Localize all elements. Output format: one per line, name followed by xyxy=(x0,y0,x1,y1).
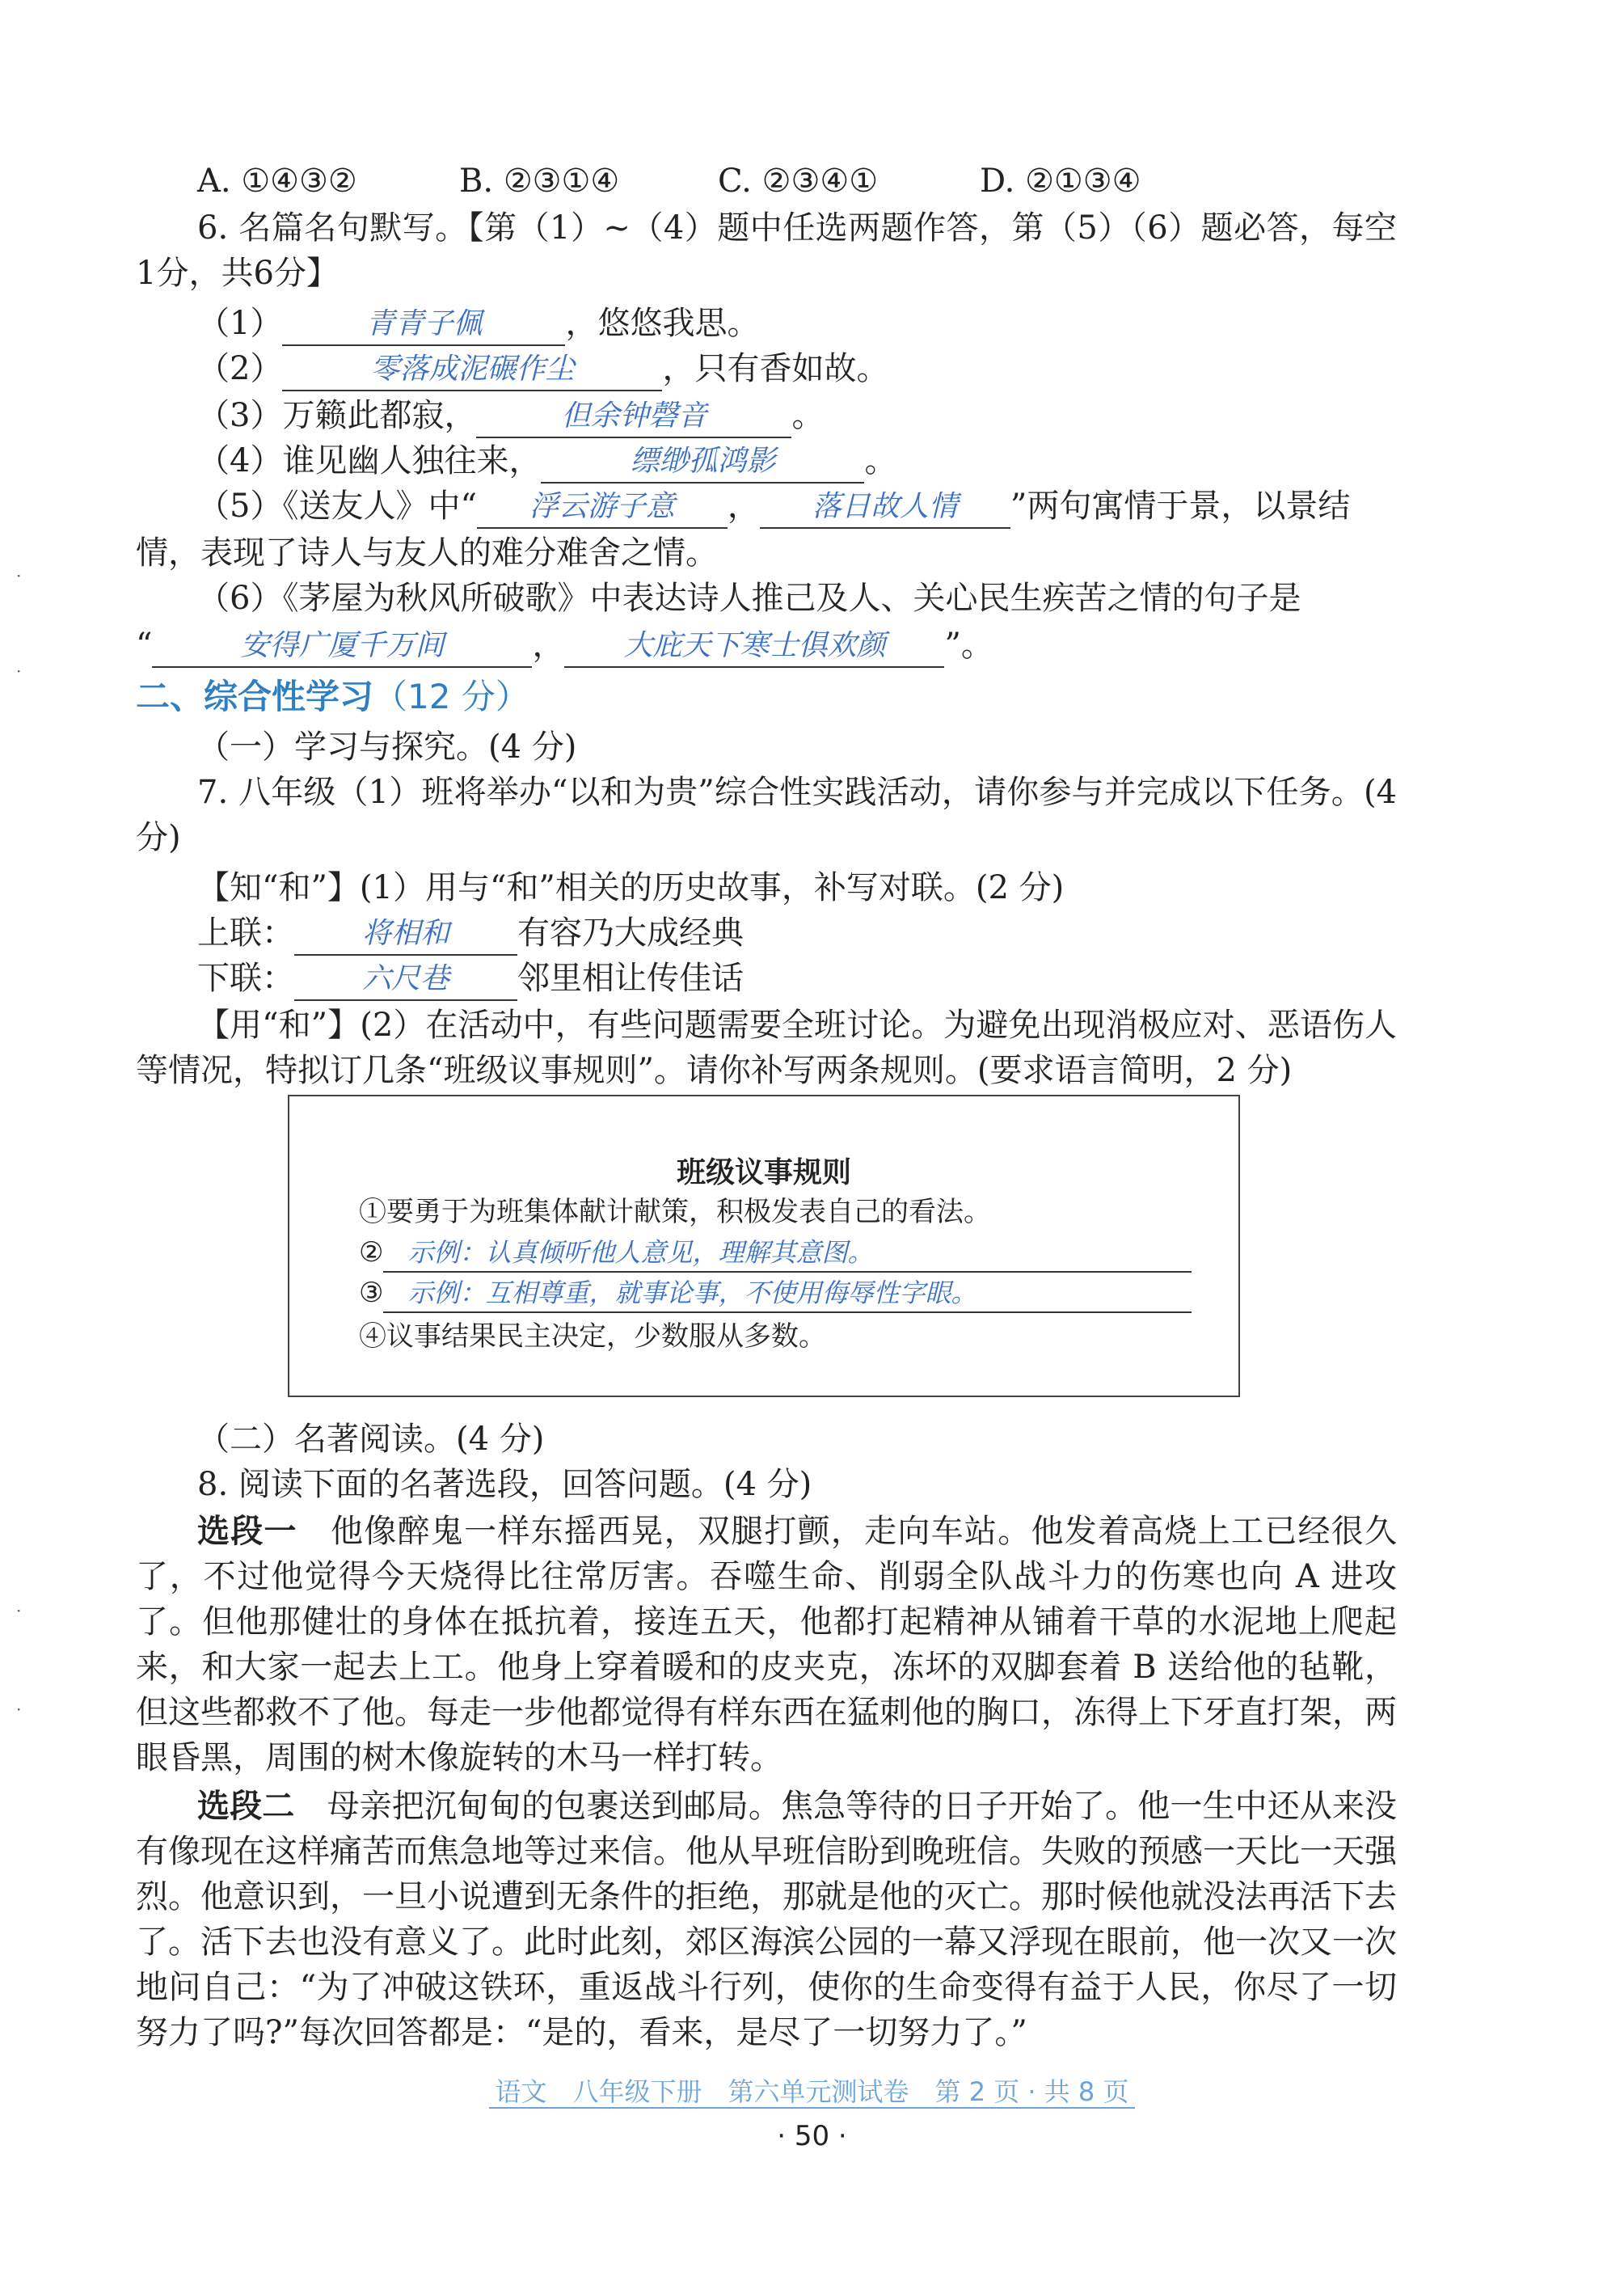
answer-text: 浮云游子意 xyxy=(477,487,728,529)
answer-text: 但余钟磬音 xyxy=(476,396,791,438)
option-d: D. ②①③④ xyxy=(980,163,1141,200)
answer-text: 缥缈孤鸿影 xyxy=(541,441,864,484)
q6-item-5-cont: 情，表现了诗人与友人的难分难舍之情。 xyxy=(136,534,718,572)
option-c: C. ②③④① xyxy=(718,163,879,200)
answer-text: 大庇天下寒士俱欢颜 xyxy=(564,626,944,668)
couplet-lower: 下联： 六尺巷 邻里相让传佳话 xyxy=(197,956,744,1001)
margin-mark: · xyxy=(16,566,22,585)
q7-stem: 7. 八年级（1）班将举办“以和为贵”综合性实践活动，请你参与并完成以下任务。(4 分) xyxy=(136,774,1397,856)
margin-mark: · xyxy=(16,1601,22,1620)
rules-title: 班级议事规则 xyxy=(676,1156,851,1189)
answer-text: 青青子佩 xyxy=(282,304,565,346)
answer-text: 示例：认真倾听他人意见，理解其意图。 xyxy=(383,1234,1192,1273)
part-2-title: （二）名著阅读。(4 分) xyxy=(197,1421,545,1458)
rule-4: ④议事结果民主决定，少数服从多数。 xyxy=(359,1320,826,1353)
q7-know: 【知“和”】(1）用与“和”相关的历史故事，补写对联。(2 分) xyxy=(197,869,1065,906)
margin-mark: · xyxy=(16,1700,22,1719)
rule-2: ② 示例：认真倾听他人意见，理解其意图。 xyxy=(359,1234,1192,1273)
q6-item-3: （3）万籁此都寂， 但余钟磬音 。 xyxy=(197,393,824,438)
answer-text: 落日故人情 xyxy=(760,487,1010,529)
answer-text: 六尺巷 xyxy=(294,959,517,1001)
section-heading: 二、综合性学习（12 分） xyxy=(136,677,529,716)
excerpt-label: 选段一 xyxy=(197,1513,297,1550)
page-number: · 50 · xyxy=(777,2120,847,2152)
page-footer: 语文 八年级下册 第六单元测试卷 第 2 页 · 共 8 页 xyxy=(0,2071,1624,2109)
answer-text: 零落成泥碾作尘 xyxy=(282,349,662,391)
q6-item-6: （6）《茅屋为秋风所破歌》中表达诗人推己及人、关心民生疾苦之情的句子是 xyxy=(197,580,1301,617)
q6-item-2: （2） 零落成泥碾作尘 ，只有香如故。 xyxy=(197,346,888,391)
rules-box xyxy=(288,1095,1240,1397)
answer-text: 示例：互相尊重，就事论事，不使用侮辱性字眼。 xyxy=(383,1274,1192,1313)
option-a: A. ①④③② xyxy=(197,163,357,200)
q8-stem: 8. 阅读下面的名著选段，回答问题。(4 分) xyxy=(197,1466,812,1503)
q6-item-6-answers: “ 安得广厦千万间 ， 大庇天下寒士俱欢颜 ”。 xyxy=(136,623,993,668)
answer-text: 安得广厦千万间 xyxy=(152,626,532,668)
option-b: B. ②③①④ xyxy=(459,163,620,200)
q7-use: 【用“和”】(2）在活动中，有些问题需要全班讨论。为避免出现消极应对、恶语伤人等情况，特拟订几条“班级议事规则”。请你补写两条规则。(要求语言简明，2 分) xyxy=(136,1007,1397,1089)
q6-item-1: （1） 青青子佩 ，悠悠我思。 xyxy=(197,301,759,346)
rule-1: ①要勇于为班集体献计献策，积极发表自己的看法。 xyxy=(359,1196,991,1228)
excerpt-label: 选段二 xyxy=(197,1788,295,1825)
couplet-upper: 上联： 将相和 有容乃大成经典 xyxy=(197,910,744,956)
part-1-title: （一）学习与探究。(4 分) xyxy=(197,728,577,766)
answer-text: 将相和 xyxy=(294,914,517,956)
margin-mark: · xyxy=(16,661,22,681)
excerpt-2: 选段二 母亲把沉甸甸的包裹送到邮局。焦急等待的日子开始了。他一生中还从来没有像现在这样痛苦而焦急地等过来信。他从早班信盼到晚班信。失败的预感一天比一天强烈。他意识到，一旦小说遭到无条件的拒绝，那就是他的灭亡。那时候他就没法再活下去了。活下去也没有意义了。此时此刻，郊区海滨公园的一幕又浮现在眼前，他一次又一次地问自己：“为了冲破这铁环，重返战斗行列，使你的生命变得有益于人民，你尽了一切努力了吗?”每次回答都是：“是的，看来，是尽了一切努力了。” xyxy=(136,1788,1398,2051)
excerpt-1: 选段一 他像醉鬼一样东摇西晃，双腿打颤，走向车站。他发着高烧上工已经很久了，不过他觉得今天烧得比往常厉害。吞噬生命、削弱全队战斗力的伤寒也向 A 进攻了。但他那健壮的身体在抵抗着，接连五天，他都打起精神从铺着干草的水泥地上爬起来，和大家一起去上工。他身上穿着暖和的皮夹克，冻坏的双脚套着 B 送给他的毡靴，但这些都救不了他。每走一步他都觉得有样东西在猛刺他的胸口，冻得上下牙直打架，两眼昏黑，周围的树木像旋转的木马一样打转。 xyxy=(136,1513,1398,1776)
q6-item-4: （4）谁见幽人独往来， 缥缈孤鸿影 。 xyxy=(197,438,896,484)
rule-3: ③ 示例：互相尊重，就事论事，不使用侮辱性字眼。 xyxy=(359,1274,1192,1313)
q6-stem: 6. 名篇名句默写。【第（1）~（4）题中任选两题作答，第（5）（6）题必答，每空1分，共6分】 xyxy=(136,209,1397,292)
q6-item-5: （5）《送友人》中“ 浮云游子意 ， 落日故人情 ”两句寓情于景，以景结 xyxy=(197,484,1350,529)
